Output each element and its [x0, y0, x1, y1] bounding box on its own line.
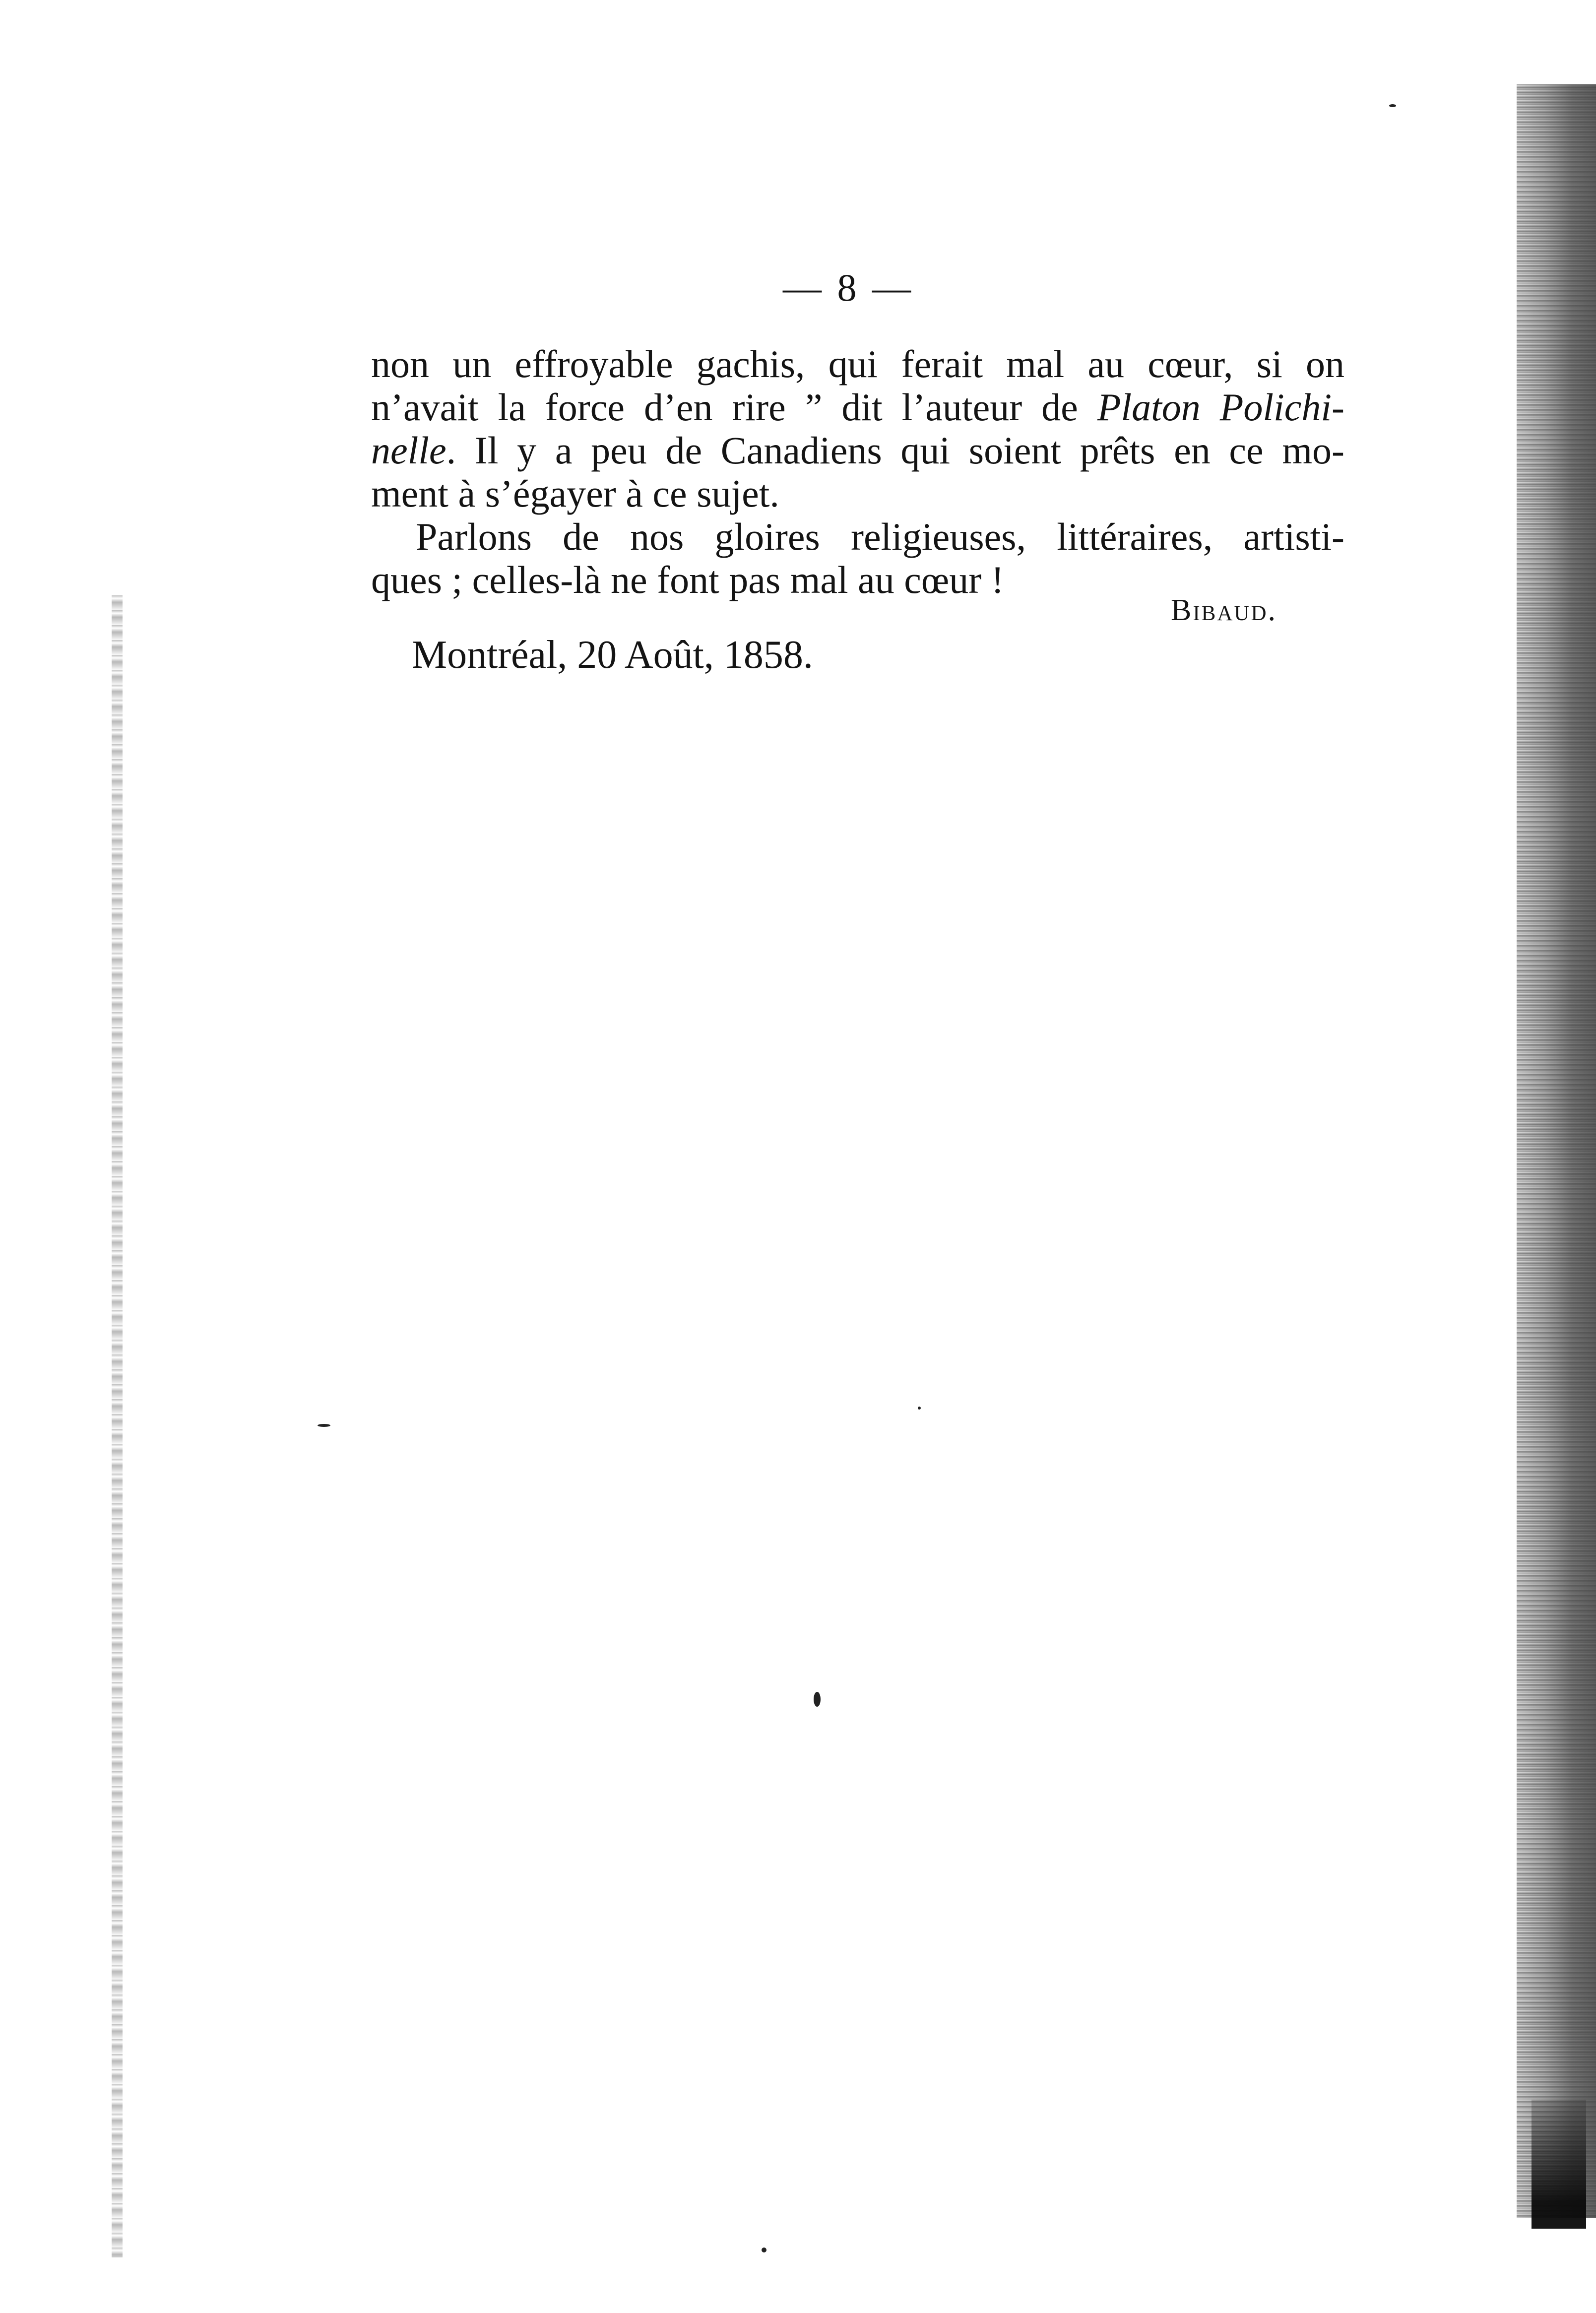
text-line: ment à s’égayer à ce sujet. [371, 472, 779, 515]
scan-speck [1389, 104, 1396, 107]
text-segment: . Il y a peu de Canadiens qui soient prêts en ce mo- [446, 429, 1344, 472]
page-number: — 8 — [783, 266, 914, 309]
italic-title: Platon Polichi- [1097, 386, 1344, 429]
italic-title-continuation: nelle [371, 429, 447, 472]
body-text [371, 342, 1344, 601]
scan-speck [762, 2248, 766, 2252]
text-line [371, 386, 1344, 429]
text-line: non un effroyable gachis, qui ferait mal au cœur, si on [371, 342, 1344, 386]
text-segment: n’avait la force d’en rire ” dit l’auteur de [371, 386, 1097, 429]
scan-edge-left [112, 595, 123, 2257]
text-line: Parlons de nos gloires religieuses, littéraires, artisti- [416, 515, 1344, 558]
text-line [371, 429, 1344, 472]
dateline: Montréal, 20 Août, 1858. [412, 633, 813, 677]
scan-edge-right [1517, 84, 1596, 2218]
author-signature: Bibaud. [1171, 593, 1277, 627]
text-line: ques ; celles-là ne font pas mal au cœur ! [371, 558, 1004, 601]
scan-edge-shadow [1532, 2100, 1586, 2229]
scan-speck [814, 1692, 821, 1707]
scan-speck [918, 1407, 921, 1410]
scan-speck [318, 1424, 330, 1427]
